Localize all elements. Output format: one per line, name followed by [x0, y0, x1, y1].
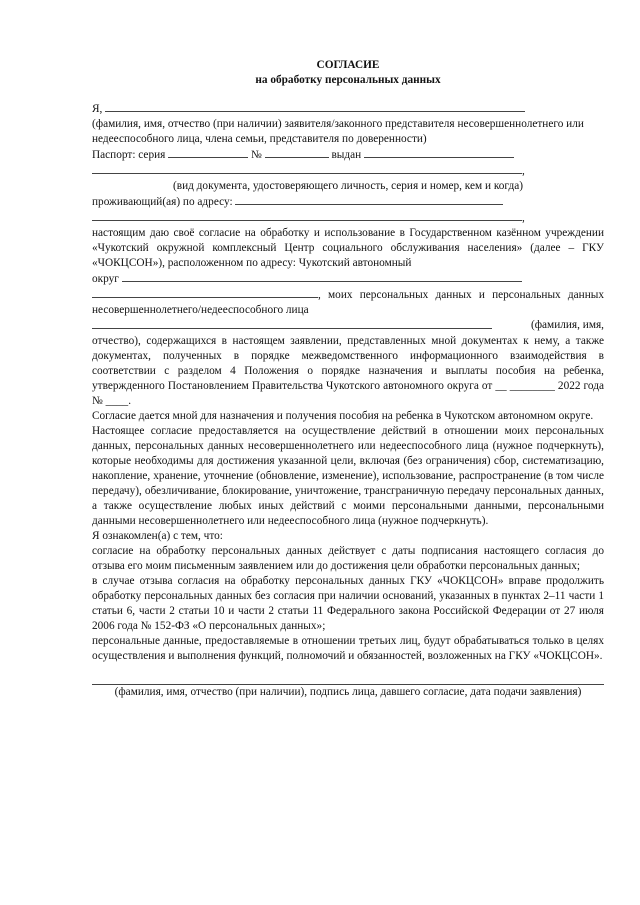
- my-data-text: , моих персональных данных и персональных данных несовершеннолетнего/недееспособного лица: [92, 289, 604, 316]
- okrug-field[interactable]: [122, 271, 522, 282]
- passport-series-field[interactable]: [168, 147, 248, 158]
- consent-paragraph-3: Согласие дается мной для назначения и получения пособия на ребенка в Чукотском автономном округе.: [92, 410, 594, 422]
- applicant-name-caption: (фамилия, имя, отчество (при наличии) заявителя/законного представителя несовершеннолетнего или недееспособного лица, члена семьи, представителя по доверенности): [92, 118, 584, 145]
- consent-paragraph-2: отчество), содержащихся в настоящем заявлении, представленных мной документах к нему, а также документах, полученных в порядке межведомственного информационного взаимодействия в соответствии с разделом 4 Положения о порядке назначения и выплаты пособия на ребенка, утвержденного Постановлением Правительства Чукотского автономного округа от __ ________ 2022 года № ____.: [92, 335, 604, 407]
- okrug-field-2[interactable]: [92, 287, 318, 298]
- document-subtitle: на обработку персональных данных: [255, 74, 441, 86]
- my-data-row: [92, 287, 604, 318]
- document-title: СОГЛАСИЕ: [316, 59, 380, 71]
- fio-row: [92, 318, 604, 334]
- aware-item-2: в случае отзыва согласия на обработку персональных данных ГКУ «ЧОКЦСОН» вправе продолжить обработку персональных данных без согласия при наличии оснований, указанных в пунктах 2–11 части 1 статьи 6, части 2 статьи 10 и части 2 статьи 11 Федерального закона Российской Федерации от 27 июля 2006 года № 152-ФЗ «О персональных данных»;: [92, 575, 604, 632]
- passport-label: Паспорт: серия: [92, 149, 166, 161]
- address-label: проживающий(ая) по адресу:: [92, 196, 233, 208]
- address-field[interactable]: [235, 194, 503, 205]
- applicant-name-field[interactable]: [105, 101, 525, 112]
- address-field-2[interactable]: [92, 210, 522, 221]
- passport-number-label: №: [251, 149, 262, 161]
- fio-label: (фамилия, имя,: [530, 319, 604, 331]
- address-row-2: ,: [92, 210, 604, 226]
- passport-issued-field[interactable]: [364, 147, 514, 158]
- aware-item-3: персональные данные, предоставляемые в отношении третьих лиц, будут обрабатываться только в целях осуществления и выполнения функций, полномочий и обязанностей, возложенных на ГКУ «ЧОКЦСОН».: [92, 635, 604, 662]
- minor-name-field[interactable]: [92, 318, 492, 329]
- consent-document: [92, 58, 604, 700]
- address-row: [92, 194, 604, 210]
- consent-paragraph-4: Настоящее согласие предоставляется на осуществление действий в отношении моих персональных данных, персональных данных несовершеннолетнего или недееспособного лица (нужное подчеркнуть), которые необходимы для достижения указанной цели, включая (без ограничения) сбор, систематизацию, накопление, хранение, уточнение (обновление, изменение), использование, распространение (в том числе передачу), обезличивание, блокирование, уничтожение, трансграничную передачу персональных данных, а также осуществление любых иных действий с моими персональными данными, персональными данными несовершеннолетнего или недееспособного лица (нужное подчеркнуть).: [92, 425, 604, 527]
- passport-issued-row2: ,: [92, 163, 604, 179]
- id-document-caption: (вид документа, удостоверяющего личность, серия и номер, кем и когда): [172, 180, 524, 192]
- applicant-name-row: [92, 101, 604, 117]
- passport-issued-field-2[interactable]: [92, 163, 522, 174]
- okrug-row: [92, 271, 604, 287]
- okrug-label: округ: [92, 273, 119, 285]
- signature-line[interactable]: [92, 668, 604, 685]
- i-label: Я,: [92, 103, 103, 115]
- consent-paragraph-1: настоящим даю своё согласие на обработку и использование в Государственном казённом учреждении «Чукотский окружной комплексный Центр социального обслуживания населения» (далее – ГКУ «ЧОКЦСОН»), расположенном по адресу: Чукотский автономный: [92, 227, 604, 269]
- signature-caption: (фамилия, имя, отчество (при наличии), подпись лица, давшего согласие, дата подачи заявления): [114, 686, 582, 698]
- aware-label: Я ознакомлен(а) с тем, что:: [92, 530, 223, 542]
- aware-item-1: согласие на обработку персональных данных действует с даты подписания настоящего согласия до отзыва его моим письменным заявлением или до достижения цели обработки персональных данных;: [92, 545, 604, 572]
- passport-row: [92, 147, 604, 163]
- passport-number-field[interactable]: [265, 147, 329, 158]
- passport-issued-label: выдан: [331, 149, 362, 161]
